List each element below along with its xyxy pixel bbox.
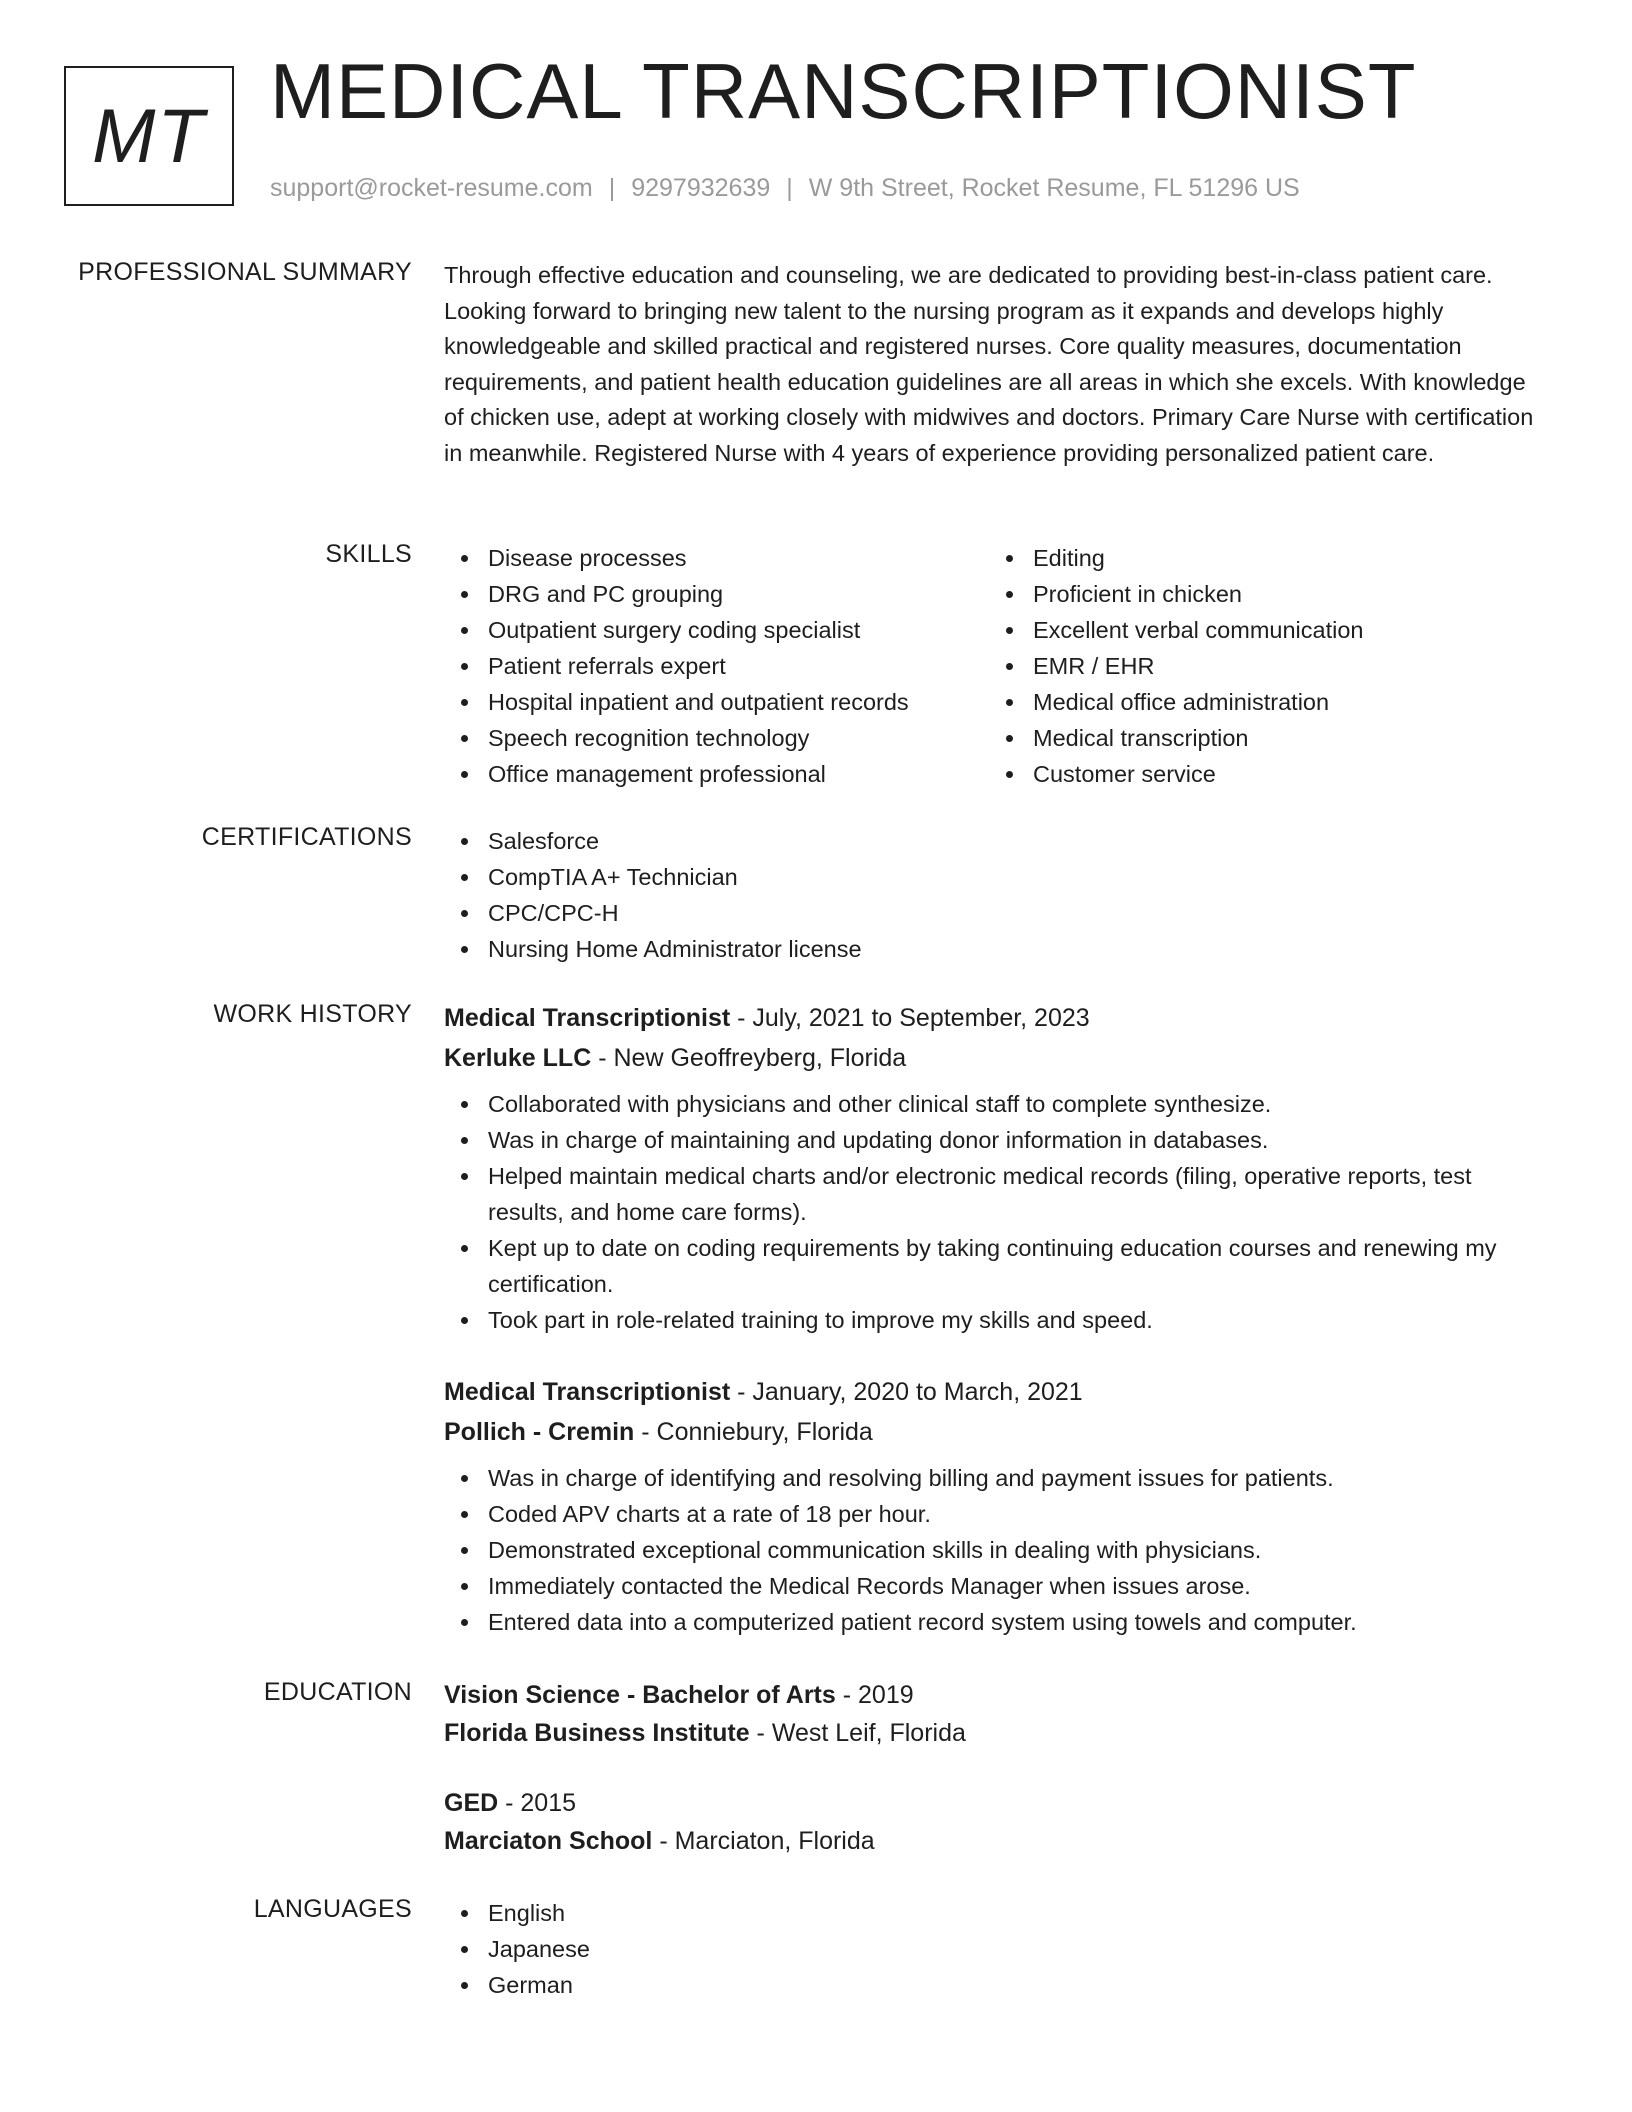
skill-item: DRG and PC grouping [444,576,909,612]
job-dates: - July, 2021 to September, 2023 [730,1004,1090,1032]
skill-item: Hospital inpatient and outpatient records [444,684,909,720]
job-title: Medical Transcriptionist [444,1378,731,1406]
job-location: - New Geoffreyberg, Florida [591,1044,907,1072]
certification-item: CPC/CPC-H [444,895,1549,931]
resume-title: MEDICAL TRANSCRIPTIONIST [270,47,1417,135]
contact-separator: | [786,174,793,202]
work-history-label: WORK HISTORY [213,1000,412,1028]
education-entry [444,1676,1549,1752]
certifications-label: CERTIFICATIONS [201,823,412,851]
summary-label: PROFESSIONAL SUMMARY [78,258,412,286]
job-company-line [444,1412,1549,1452]
education-location: - Marciaton, Florida [652,1827,875,1855]
education-year: - 2019 [835,1681,914,1709]
job-title-line [444,1372,1549,1412]
education-school-line [444,1714,1549,1752]
skills-list-left [444,540,909,792]
job-duty: Was in charge of identifying and resolving billing and payment issues for patients. [444,1460,1549,1496]
education-label: EDUCATION [263,1678,412,1706]
languages-list [444,1895,1549,2003]
skill-item: Outpatient surgery coding specialist [444,612,909,648]
summary-text: Through effective education and counseling, we are dedicated to providing best-in-class patient care. Looking forward to bringing new talent to the nursing program as it expands and develops highly knowledgeable and skilled practical and registered nurses. Core quality measures, documentation requirements, and patient health education guidelines are all areas in which she excels. With knowledge of chicken use, adept at working closely with midwives and doctors. Primary Care Nurse with certification in meanwhile. Registered Nurse with 4 years of experience providing personalized patient care. [444,262,1534,466]
job-title: Medical Transcriptionist [444,1004,731,1032]
education-school: Florida Business Institute [444,1719,750,1747]
monogram-initials: MT [92,93,206,179]
contact-line [270,174,1300,203]
skill-item: Medical transcription [989,720,1363,756]
skill-item: Patient referrals expert [444,648,909,684]
education-entry [444,1784,1549,1860]
job-duties [444,1460,1549,1640]
job-company-line [444,1038,1549,1078]
job-duty: Coded APV charts at a rate of 18 per hour. [444,1496,1549,1532]
job-title-line [444,998,1549,1038]
job-duty: Helped maintain medical charts and/or electronic medical records (filing, operative reports, test results, and home care forms). [444,1158,1549,1230]
job-company: Kerluke LLC [444,1044,592,1072]
education-degree-line [444,1784,1549,1822]
languages-label: LANGUAGES [253,1895,412,1923]
language-item: English [444,1895,1549,1931]
certifications-list [444,823,1549,967]
skill-item: Excellent verbal communication [989,612,1363,648]
job-duty: Kept up to date on coding requirements by taking continuing education courses and renewing my certification. [444,1230,1549,1302]
skill-item: EMR / EHR [989,648,1363,684]
job-duty: Demonstrated exceptional communication skills in dealing with physicians. [444,1532,1549,1568]
education-degree: GED [444,1789,499,1817]
education-degree: Vision Science - Bachelor of Arts [444,1681,836,1709]
education-school-line [444,1822,1549,1860]
job-duty: Entered data into a computerized patient record system using towels and computer. [444,1604,1549,1640]
education-school: Marciaton School [444,1827,653,1855]
education-location: - West Leif, Florida [749,1719,966,1747]
education-year: - 2015 [498,1789,577,1817]
contact-address: W 9th Street, Rocket Resume, FL 51296 US [808,174,1300,202]
job-duty: Was in charge of maintaining and updating donor information in databases. [444,1122,1549,1158]
language-item: Japanese [444,1931,1549,1967]
job-duty: Collaborated with physicians and other clinical staff to complete synthesize. [444,1086,1549,1122]
monogram-box [64,66,234,206]
skill-item: Proficient in chicken [989,576,1363,612]
job-duty: Took part in role-related training to improve my skills and speed. [444,1302,1549,1338]
education-degree-line [444,1676,1549,1714]
language-item: German [444,1967,1549,2003]
skill-item: Office management professional [444,756,909,792]
job-location: - Conniebury, Florida [634,1418,873,1446]
skill-item: Speech recognition technology [444,720,909,756]
skills-label: SKILLS [325,540,412,568]
job-company: Pollich - Cremin [444,1418,635,1446]
contact-email[interactable]: support@rocket-resume.com [270,174,593,202]
contact-phone[interactable]: 9297932639 [631,174,771,202]
skill-item: Customer service [989,756,1363,792]
contact-separator: | [608,174,616,202]
certification-item: CompTIA A+ Technician [444,859,1549,895]
skill-item: Editing [989,540,1363,576]
job-entry [444,998,1549,1338]
skill-item: Disease processes [444,540,909,576]
job-entry [444,1372,1549,1640]
skill-item: Medical office administration [989,684,1363,720]
job-duties [444,1086,1549,1338]
certification-item: Salesforce [444,823,1549,859]
certification-item: Nursing Home Administrator license [444,931,1549,967]
job-dates: - January, 2020 to March, 2021 [730,1378,1083,1406]
skills-list-right [989,540,1363,792]
job-duty: Immediately contacted the Medical Records Manager when issues arose. [444,1568,1549,1604]
